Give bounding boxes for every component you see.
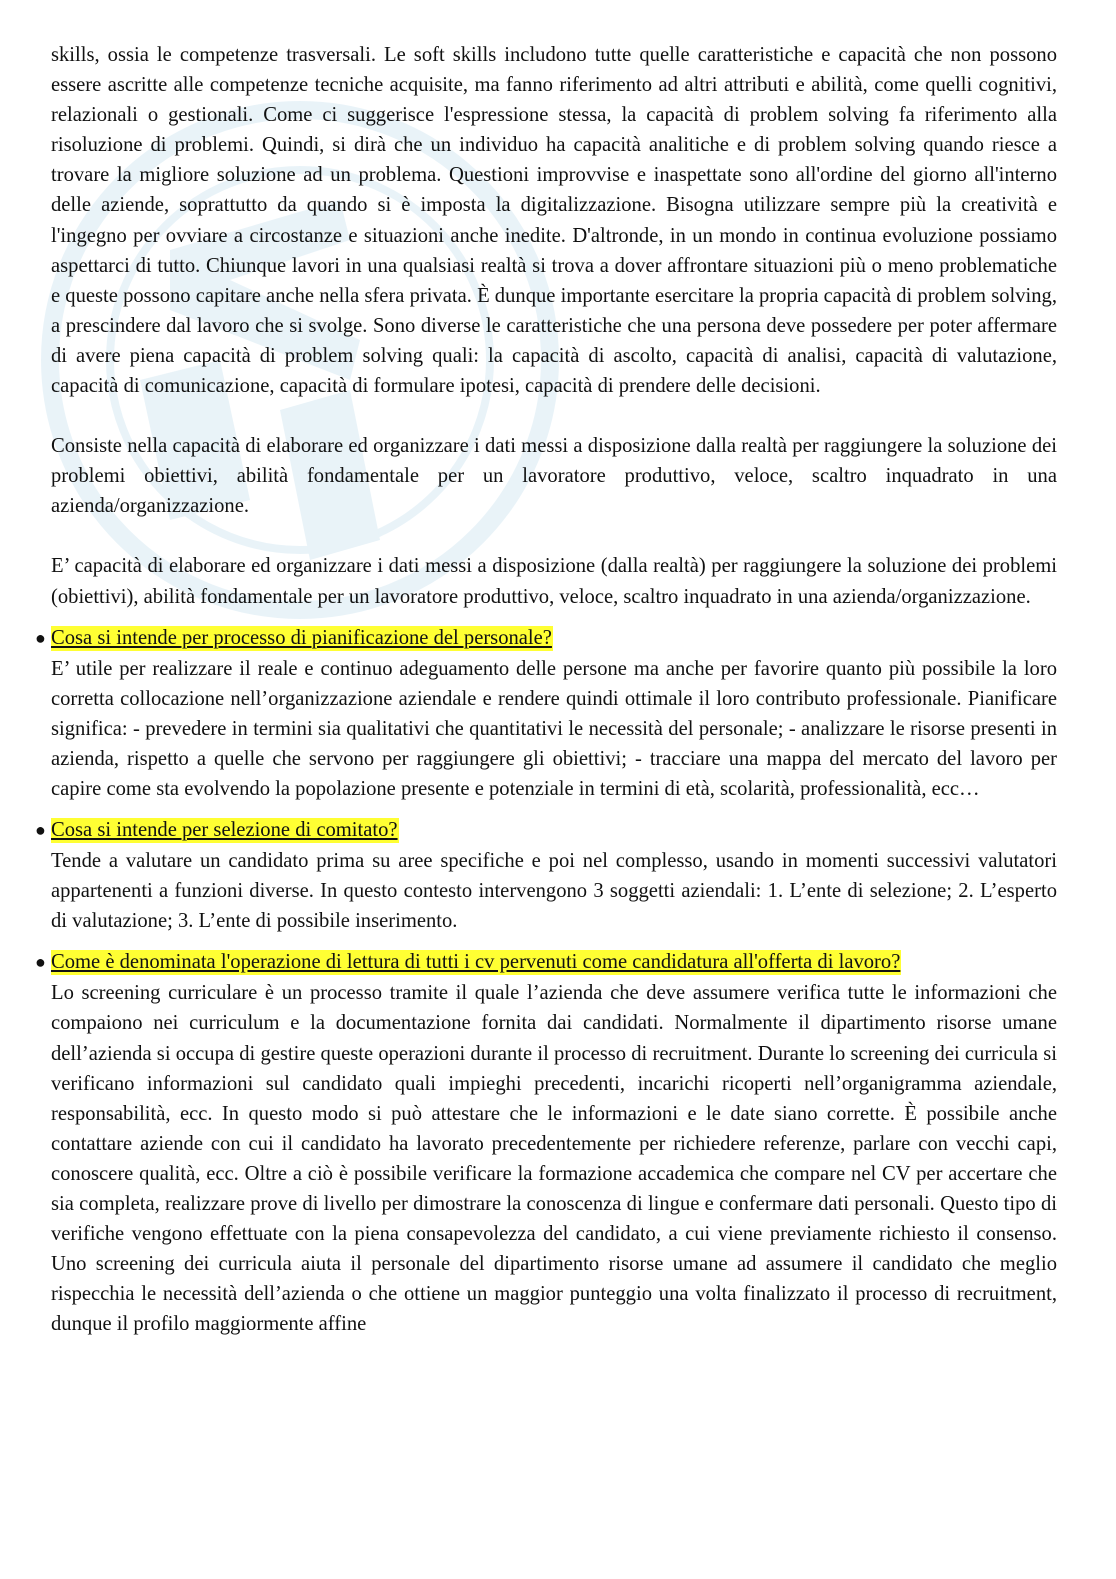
question-2-text: Cosa si intende per selezione di comitato? bbox=[51, 819, 398, 842]
answer-1: E’ utile per realizzare il reale e continuo adeguamento delle persone ma anche per favorire quanto più possibile la loro corretta collocazione nell’organizzazione aziendale e rendere quindi ottimale il loro contributo professionale. Pianificare significa: - prevedere in termini sia qualitativi che quantitativi le necessità del personale; - analizzare le risorse presenti in azienda, rispetto a quelle che servono per raggiungere gli obiettivi; - tracciare una mappa del mercato del lavoro per capire come sta evolvendo la popolazione presente e potenziale in termini di età, scolarità, professionalità, ecc… bbox=[51, 657, 1057, 800]
paragraph-soft-skills: skills, ossia le competenze trasversali. Le soft skills includono tutte quelle caratteristiche e capacità che non possono essere ascritte alle competenze tecniche acquisite, ma fanno riferimento ad altri attributi e abilità, come quelli cognitivi, relazionali o gestionali. Come ci suggerisce l'espressione stessa, la capacità di problem solving fa riferimento alla risoluzione di problemi. Quindi, si dirà che un individuo ha capacità analitiche e di problem solving quando riesce a trovare la migliore soluzione ad un problema. Questioni improvvise e inaspettate sono all'ordine del giorno all'interno delle aziende, soprattutto da quando si è imposta la digitalizzazione. Bisogna utilizzare sempre più la creatività e l'ingegno per ovviare a circostanze e situazioni anche inedite. D'altronde, in un mondo in continua evoluzione possiamo aspettarci di tutto. Chiunque lavori in una qualsiasi realtà si trova a dover affrontare situazioni più o meno problematiche e queste possono capitare anche nella sfera privata. È dunque importante esercitare la propria capacità di problem solving, a prescindere dal lavoro che si svolge. Sono diverse le caratteristiche che una persona deve possedere per poter affermare di avere piena capacità di problem solving quali: la capacità di ascolto, capacità di analisi, capacità di valutazione, capacità di comunicazione, capacità di formulare ipotesi, capacità di prendere delle decisioni. bbox=[51, 44, 1057, 398]
bullet-icon: ● bbox=[35, 627, 46, 648]
paragraph-problem-solving-definition: Consiste nella capacità di elaborare ed organizzare i dati messi a disposizione dalla realtà per raggiungere la soluzione dei problemi obiettivi, abilità fondamentale per un lavoratore produttivo, veloce, scaltro inquadrato in una azienda/organizzazione. bbox=[51, 435, 1057, 518]
answer-2: Tende a valutare un candidato prima su aree specifiche e poi nel complesso, usando in momenti successivi valutatori appartenenti a funzioni diverse. In questo contesto intervengono 3 soggetti aziendali: 1. L’ente di selezione; 2. L’esperto di valutazione; 3. L’ente di possibile inserimento. bbox=[51, 850, 1057, 933]
question-3 bbox=[35, 948, 1057, 976]
bullet-icon: ● bbox=[35, 820, 46, 841]
answer-3: Lo screening curriculare è un processo tramite il quale l’azienda che deve assumere verifica tutte le informazioni che compaiono nei curriculum e la documentazione fornita dai candidati. Normalmente il dipartimento risorse umane dell’azienda si occupa di gestire queste operazioni durante il processo di recruitment. Durante lo screening dei curricula si verificano informazioni sul candidato quali impieghi precedenti, incarichi ricoperti nell’organigramma aziendale, responsabilità, ecc. In questo modo si può attestare che le informazioni e le date siano corrette. È possibile anche contattare aziende con cui il candidato ha lavorato precedentemente per richiedere referenze, parlare con vecchi capi, conoscere qualità, ecc. Oltre a ciò è possibile verificare la formazione accademica che compare nel CV per accertare che sia completa, realizzare prove di livello per dimostrare la conoscenza di lingue e confermare dati personali. Questo tipo di verifiche vengono effettuate con la piena consapevolezza del candidato, a cui viene previamente richiesto il consenso. Uno screening dei curricula aiuta il personale del dipartimento risorse umane ad assumere il candidato che meglio rispecchia le necessità dell’azienda o che ottiene un maggior punteggio una volta finalizzato il processo di recruitment, dunque il profilo maggiormente affine bbox=[51, 982, 1057, 1336]
bullet-icon: ● bbox=[35, 952, 46, 973]
question-2 bbox=[35, 816, 1057, 844]
document-page bbox=[35, 40, 1057, 1339]
question-1 bbox=[35, 624, 1057, 652]
question-3-text: Come è denominata l'operazione di lettura di tutti i cv pervenuti come candidatura all'offerta di lavoro? bbox=[51, 951, 901, 974]
question-1-text: Cosa si intende per processo di pianificazione del personale? bbox=[51, 626, 552, 649]
paragraph-problem-solving-definition-alt: E’ capacità di elaborare ed organizzare i dati messi a disposizione (dalla realtà) per raggiungere la soluzione dei problemi (obiettivi), abilità fondamentale per un lavoratore produttivo, veloce, scaltro inquadrato in una azienda/organizzazione. bbox=[51, 555, 1057, 608]
